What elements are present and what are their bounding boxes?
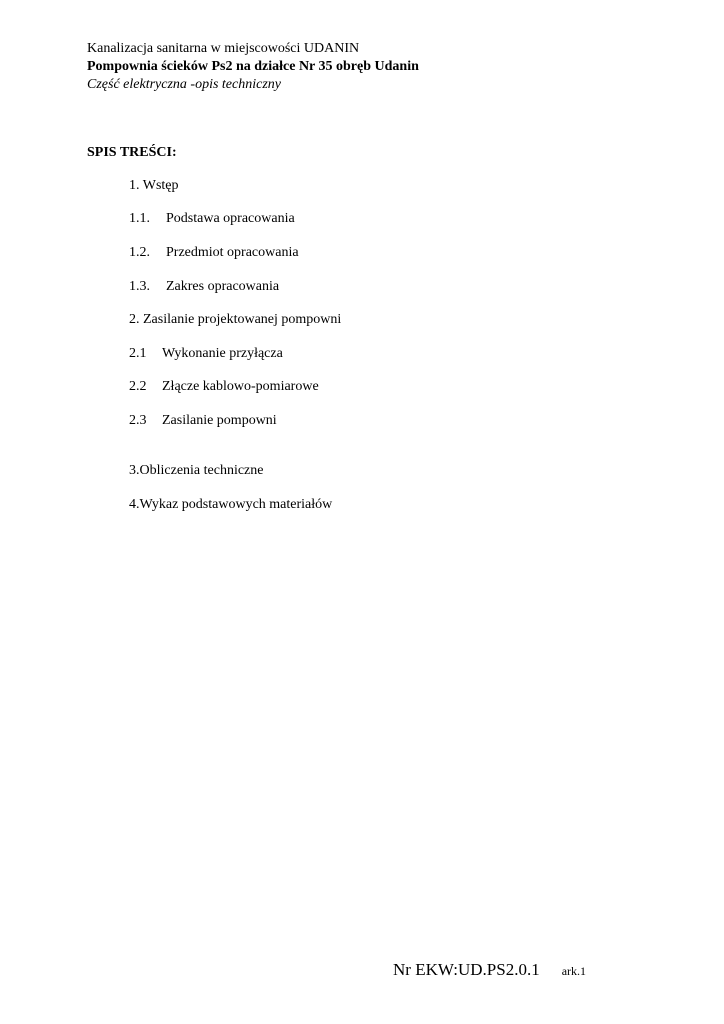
toc-item-number: 2.1 [129, 346, 147, 361]
toc-item-number: 1. [129, 178, 140, 193]
toc-item-number: 4. [129, 497, 140, 512]
toc-item-number: 2. [129, 312, 140, 327]
toc-item-1 [129, 177, 179, 195]
toc-item-3 [129, 462, 263, 480]
header-project-line: Kanalizacja sanitarna w miejscowości UDANIN [87, 41, 360, 56]
document-footer [393, 958, 586, 983]
toc-item-2-1 [129, 345, 283, 363]
toc-item-number: 1.2. [129, 245, 150, 260]
toc-item-number: 1.1. [129, 211, 150, 226]
sheet-number: ark.1 [561, 964, 587, 978]
toc-item-label: Złącze kablowo-pomiarowe [162, 379, 319, 394]
toc-item-number: 2.2 [129, 379, 147, 394]
toc-item-label: Obliczenia techniczne [139, 463, 264, 478]
toc-item-label: Zakres opracowania [166, 279, 280, 294]
document-number: Nr EKW:UD.PS2.0.1 [393, 960, 540, 979]
toc-item-label: Zasilanie projektowanej pompowni [143, 312, 342, 327]
header-object-line: Pompownia ścieków Ps2 na działce Nr 35 obręb Udanin [87, 59, 419, 74]
toc-title: SPIS TREŚCI: [87, 145, 177, 160]
toc-item-number: 2.3 [129, 413, 147, 428]
toc-item-2-2 [129, 378, 319, 396]
toc-item-label: Wykaz podstawowych materiałów [139, 497, 333, 512]
toc-item-number: 1.3. [129, 279, 150, 294]
toc-item-2 [129, 311, 341, 329]
document-header [87, 40, 419, 94]
toc-item-1-2 [129, 244, 299, 262]
toc-item-number: 3. [129, 463, 140, 478]
toc-item-4 [129, 496, 332, 514]
toc-item-label: Podstawa opracowania [166, 211, 295, 226]
header-section-line: Część elektryczna -opis techniczny [87, 77, 281, 92]
toc-item-1-1 [129, 210, 295, 228]
toc-item-label: Przedmiot opracowania [166, 245, 299, 260]
toc-item-2-3 [129, 412, 277, 430]
toc-item-label: Zasilanie pompowni [162, 413, 277, 428]
toc-item-label: Wykonanie przyłącza [162, 346, 283, 361]
toc-item-1-3 [129, 278, 279, 296]
toc-item-label: Wstęp [142, 178, 179, 193]
